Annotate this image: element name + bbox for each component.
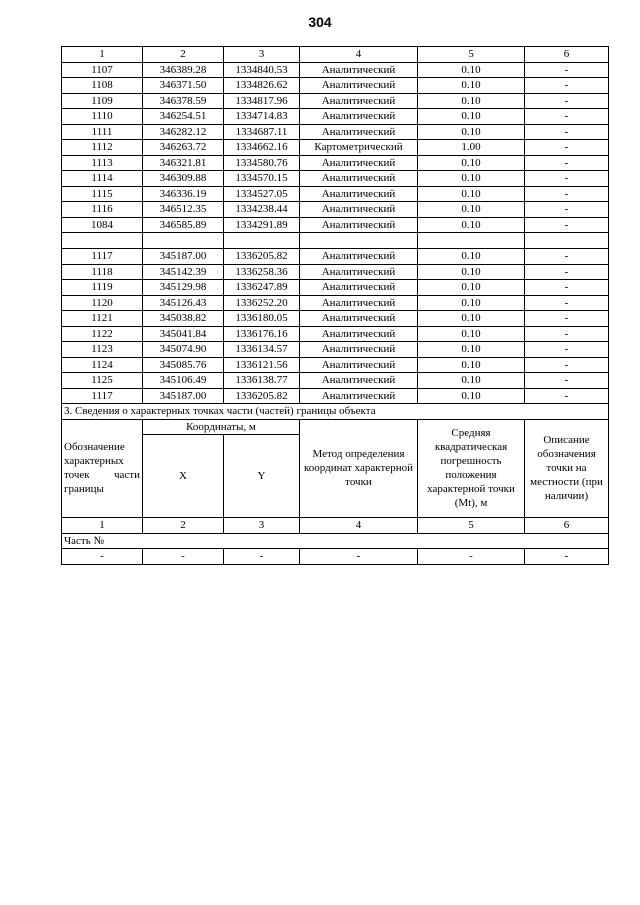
description-cell: -	[525, 155, 609, 171]
table-row	[62, 342, 609, 358]
table-row	[62, 186, 609, 202]
y-cell: 1334291.89	[224, 217, 300, 233]
error-cell: 0.10	[418, 326, 525, 342]
column-number: 4	[300, 518, 418, 534]
method-cell: Аналитический	[300, 93, 418, 109]
error-cell: 0.10	[418, 295, 525, 311]
header-designation: Обозначение характерных точек части границы	[62, 419, 143, 518]
x-cell: 345129.98	[143, 280, 224, 296]
error-cell: 0.10	[418, 171, 525, 187]
description-cell: -	[525, 217, 609, 233]
error-cell: 0.10	[418, 357, 525, 373]
table-row	[62, 109, 609, 125]
table-row	[62, 155, 609, 171]
y-cell: 1336258.36	[224, 264, 300, 280]
method-cell: Аналитический	[300, 388, 418, 404]
table-row	[62, 388, 609, 404]
description-cell: -	[525, 62, 609, 78]
description-cell: -	[525, 326, 609, 342]
description-cell: -	[525, 202, 609, 218]
column-number: 3	[224, 518, 300, 534]
part-label-row	[62, 533, 609, 549]
description-cell: -	[525, 140, 609, 156]
method-cell: Аналитический	[300, 264, 418, 280]
x-cell: 345038.82	[143, 311, 224, 327]
error-cell: 0.10	[418, 202, 525, 218]
table-row	[62, 326, 609, 342]
method-cell: Аналитический	[300, 171, 418, 187]
table-row	[62, 93, 609, 109]
y-cell: 1336180.05	[224, 311, 300, 327]
part-label: Часть №	[62, 533, 609, 549]
x-cell: 346321.81	[143, 155, 224, 171]
table-row	[62, 280, 609, 296]
point-id-cell: 1115	[62, 186, 143, 202]
section-3-header-row	[62, 419, 609, 435]
method-cell: Аналитический	[300, 109, 418, 125]
description-cell: -	[525, 280, 609, 296]
table-row	[62, 311, 609, 327]
method-cell: Аналитический	[300, 373, 418, 389]
method-cell: Картометрический	[300, 140, 418, 156]
x-cell: 346282.12	[143, 124, 224, 140]
method-cell: Аналитический	[300, 124, 418, 140]
y-cell: 1334817.96	[224, 93, 300, 109]
point-id-cell: 1125	[62, 373, 143, 389]
x-cell: 346336.19	[143, 186, 224, 202]
table-row	[62, 62, 609, 78]
point-id-cell: -	[62, 549, 143, 565]
method-cell: Аналитический	[300, 78, 418, 94]
point-id-cell: 1116	[62, 202, 143, 218]
error-cell: 0.10	[418, 373, 525, 389]
y-cell: 1336247.89	[224, 280, 300, 296]
x-cell: 345187.00	[143, 388, 224, 404]
header-y: Y	[224, 435, 300, 518]
x-cell: 345041.84	[143, 326, 224, 342]
x-cell: 345187.00	[143, 249, 224, 265]
description-cell: -	[525, 109, 609, 125]
section-3-title-row	[62, 404, 609, 420]
x-cell: -	[143, 549, 224, 565]
column-number: 6	[525, 518, 609, 534]
table-row	[62, 295, 609, 311]
error-cell: 0.10	[418, 93, 525, 109]
table-row	[62, 264, 609, 280]
description-cell: -	[525, 311, 609, 327]
table-row	[62, 140, 609, 156]
method-cell: Аналитический	[300, 280, 418, 296]
column-number: 1	[62, 47, 143, 63]
method-cell: Аналитический	[300, 295, 418, 311]
y-cell: 1334687.11	[224, 124, 300, 140]
method-cell: Аналитический	[300, 155, 418, 171]
header-coordinates: Координаты, м	[143, 419, 300, 435]
method-cell: Аналитический	[300, 342, 418, 358]
x-cell: 346585.89	[143, 217, 224, 233]
method-cell: -	[300, 549, 418, 565]
error-cell: 0.10	[418, 62, 525, 78]
point-id-cell: 1121	[62, 311, 143, 327]
description-cell: -	[525, 373, 609, 389]
description-cell: -	[525, 342, 609, 358]
x-cell: 346378.59	[143, 93, 224, 109]
y-cell: 1334238.44	[224, 202, 300, 218]
header-error: Средняя квадратическая погрешность положения характерной точки (Mt), м	[418, 419, 525, 518]
point-id-cell: 1109	[62, 93, 143, 109]
description-cell: -	[525, 124, 609, 140]
x-cell: 346512.35	[143, 202, 224, 218]
error-cell: 0.10	[418, 124, 525, 140]
table-row	[62, 249, 609, 265]
point-id-cell: 1108	[62, 78, 143, 94]
y-cell: 1336176.16	[224, 326, 300, 342]
column-number: 2	[143, 518, 224, 534]
y-cell: 1334840.53	[224, 62, 300, 78]
x-cell: 346389.28	[143, 62, 224, 78]
y-cell: 1334527.05	[224, 186, 300, 202]
point-id-cell: 1112	[62, 140, 143, 156]
y-cell: 1336205.82	[224, 249, 300, 265]
error-cell: 0.10	[418, 342, 525, 358]
method-cell: Аналитический	[300, 249, 418, 265]
x-cell: 345106.49	[143, 373, 224, 389]
table-row	[62, 373, 609, 389]
table-row	[62, 217, 609, 233]
y-cell: 1334570.15	[224, 171, 300, 187]
boundary-points-table	[61, 46, 609, 565]
column-number: 2	[143, 47, 224, 63]
point-id-cell: 1123	[62, 342, 143, 358]
y-cell: 1334826.62	[224, 78, 300, 94]
x-cell: 345074.90	[143, 342, 224, 358]
method-cell: Аналитический	[300, 202, 418, 218]
method-cell: Аналитический	[300, 311, 418, 327]
error-cell: 0.10	[418, 217, 525, 233]
page-number: 304	[308, 14, 332, 30]
x-cell: 345085.76	[143, 357, 224, 373]
column-number: 5	[418, 518, 525, 534]
y-cell: 1336205.82	[224, 388, 300, 404]
group-separator-row	[62, 233, 609, 249]
error-cell: 0.10	[418, 249, 525, 265]
header-x: X	[143, 435, 224, 518]
header-method: Метод определения координат характерной точки	[300, 419, 418, 518]
column-number: 4	[300, 47, 418, 63]
column-number-row	[62, 47, 609, 63]
method-cell: Аналитический	[300, 326, 418, 342]
error-cell: 0.10	[418, 388, 525, 404]
x-cell: 345126.43	[143, 295, 224, 311]
error-cell: 1.00	[418, 140, 525, 156]
y-cell: 1334580.76	[224, 155, 300, 171]
error-cell: 0.10	[418, 280, 525, 296]
y-cell: 1336138.77	[224, 373, 300, 389]
x-cell: 346309.88	[143, 171, 224, 187]
table-row	[62, 202, 609, 218]
description-cell: -	[525, 78, 609, 94]
y-cell: 1334662.16	[224, 140, 300, 156]
point-id-cell: 1120	[62, 295, 143, 311]
error-cell: 0.10	[418, 311, 525, 327]
method-cell: Аналитический	[300, 357, 418, 373]
column-number: 1	[62, 518, 143, 534]
method-cell: Аналитический	[300, 217, 418, 233]
x-cell: 346263.72	[143, 140, 224, 156]
description-cell: -	[525, 295, 609, 311]
table-row	[62, 171, 609, 187]
description-cell: -	[525, 549, 609, 565]
point-id-cell: 1122	[62, 326, 143, 342]
point-id-cell: 1113	[62, 155, 143, 171]
header-description: Описание обозначения точки на местности (при наличии)	[525, 419, 609, 518]
description-cell: -	[525, 93, 609, 109]
y-cell: 1336121.56	[224, 357, 300, 373]
y-cell: 1336134.57	[224, 342, 300, 358]
x-cell: 346254.51	[143, 109, 224, 125]
error-cell: 0.10	[418, 109, 525, 125]
column-number: 6	[525, 47, 609, 63]
y-cell: 1334714.83	[224, 109, 300, 125]
point-id-cell: 1124	[62, 357, 143, 373]
error-cell: 0.10	[418, 264, 525, 280]
column-number: 3	[224, 47, 300, 63]
method-cell: Аналитический	[300, 62, 418, 78]
point-id-cell: 1118	[62, 264, 143, 280]
empty-part-row	[62, 549, 609, 565]
method-cell: Аналитический	[300, 186, 418, 202]
error-cell: 0.10	[418, 186, 525, 202]
description-cell: -	[525, 264, 609, 280]
table-row	[62, 78, 609, 94]
description-cell: -	[525, 186, 609, 202]
column-number: 5	[418, 47, 525, 63]
point-id-cell: 1110	[62, 109, 143, 125]
description-cell: -	[525, 171, 609, 187]
x-cell: 345142.39	[143, 264, 224, 280]
point-id-cell: 1111	[62, 124, 143, 140]
y-cell: -	[224, 549, 300, 565]
table-row	[62, 124, 609, 140]
x-cell: 346371.50	[143, 78, 224, 94]
table-row	[62, 357, 609, 373]
point-id-cell: 1117	[62, 388, 143, 404]
section-3-title: 3. Сведения о характерных точках части (частей) границы объекта	[62, 404, 609, 420]
error-cell: -	[418, 549, 525, 565]
point-id-cell: 1119	[62, 280, 143, 296]
description-cell: -	[525, 388, 609, 404]
y-cell: 1336252.20	[224, 295, 300, 311]
point-id-cell: 1084	[62, 217, 143, 233]
description-cell: -	[525, 357, 609, 373]
column-number-row	[62, 518, 609, 534]
error-cell: 0.10	[418, 155, 525, 171]
error-cell: 0.10	[418, 78, 525, 94]
point-id-cell: 1107	[62, 62, 143, 78]
point-id-cell: 1114	[62, 171, 143, 187]
description-cell: -	[525, 249, 609, 265]
point-id-cell: 1117	[62, 249, 143, 265]
